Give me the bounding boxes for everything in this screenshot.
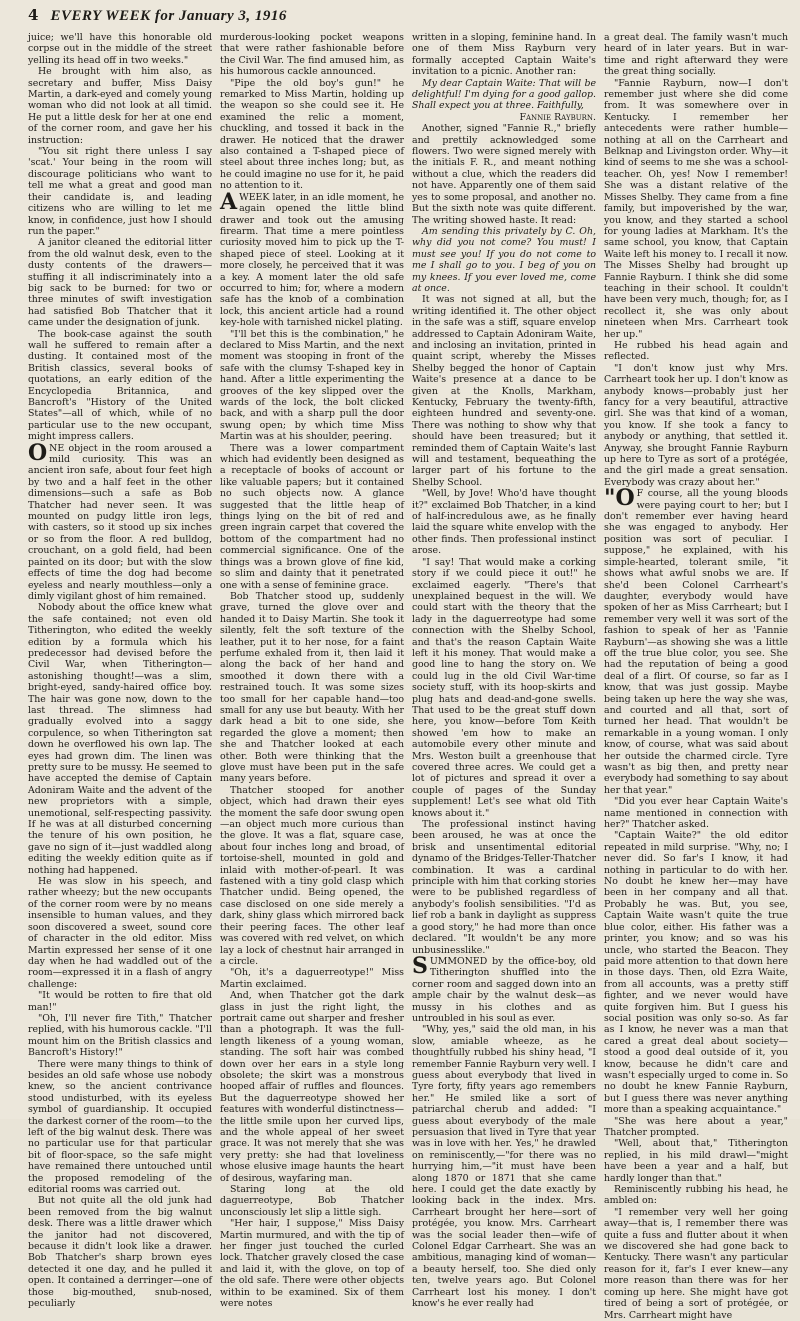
- paragraph: My dear Captain Waite: That will be delightful! I'm dying for a good gallop. Shall expect you at three. Faithfully,: [412, 77, 596, 112]
- paragraph: "Fannie Rayburn, now—I don't remember just where she did come from. It was somewhere over in Kentucky. I remember her antecedents were rather humble—nothing at all on the Carrheart and Belknap and Livingston order. Why—it kind of seems to me she was a school-teacher. Oh, yes! Now I remember! She was a distant relative of the Misses Shelby. They came from a fine family, but impoverished by the war, you know, and they started a school for young ladies at Markham. It's the same school, you know, that Captain Waite left his money to. I recall it now. The Misses Shelby had brought up Fannie Rayburn. I think she did some teaching in their school. It couldn't have been very much, though; for, as I recollect it, she was only about nineteen when Mrs. Carrheart took her up.": [604, 77, 788, 340]
- paragraph: juice; we'll have this honorable old corpse out in the middle of the street yelling its head off in two weeks.": [28, 32, 212, 66]
- page-header: [28, 6, 788, 32]
- paragraph: "Well, about that," Titherington replied, in his mild drawl—"might have been a year and a half, but hardly longer than that.": [604, 1138, 788, 1184]
- text-columns: [28, 32, 788, 1321]
- paragraph: The professional instinct having been aroused, he was at once the brisk and unsentimental editorial dynamo of the Bridges-Teller-Thatcher combination. It was a cardinal principle with him that corking stories were to be published regardless of anybody's foolish sensibilities. "I'd as lief rob a bank in daylight as suppress a good story," he had more than once declared. "It wouldn't be any more unbusinesslike.": [412, 819, 596, 956]
- column-1: [28, 32, 212, 1321]
- paragraph: "Her hair, I suppose," Miss Daisy Martin murmured, and with the tip of her finger just touched the curled lock. Thatcher gravely closed the case and laid it, with the glove, on top of the old safe. There were other objects within to be examined. Six of them were notes: [220, 1218, 404, 1310]
- paragraph: Staring long at the old daguerreotype, Bob Thatcher unconsciously let slip a little sigh.: [220, 1184, 404, 1218]
- paragraph: Fannie Rayburn.: [519, 111, 596, 123]
- paragraph: ONE object in the room aroused a mild curiosity. This was an ancient iron safe, about four feet high by two and a half feet in the other dimensions—such a safe as Bob Thatcher had never seen. It was mounted on pudgy little iron legs, with casters, so it stood up six inches or so from the floor. A red bulldog, crouchant, on a gold field, had been painted on its door; but with the slow effects of time the dog had become eyeless and nearly mouthless—only a dimly vigilant ghost of him remained.: [28, 439, 212, 602]
- column-4: [604, 32, 788, 1321]
- paragraph: a great deal. The family wasn't much heard of in later years. But in war-time and right afterward they were the great thing socially.: [604, 32, 788, 78]
- paragraph: There was a lower compartment which had evidently been designed as a receptacle of books of account or like valuable papers; but it contained no such objects now. A glance suggested that the little heap of things lying on the bit of red and green ingrain carpet that covered the bottom of the compartment had no commercial significance. One of the things was a brown glove of fine kid, so slim and dainty that it penetrated one with a sense of feminine grace.: [220, 442, 404, 591]
- paragraph: "I remember very well her going away—that is, I remember there was quite a fuss and flutter about it when we discovered she had gone back to Kentucky. There wasn't any particular reason for it, far's I ever knew—any more reason than there was for her coming up here. She might have got tired of being a sort of protégée, or Mrs. Carrheart might have: [604, 1206, 788, 1321]
- paragraph: "Oh, it's a daguerreotype!" Miss Martin exclaimed.: [220, 967, 404, 990]
- paragraph: "I'll bet this is the combination," he declared to Miss Martin, and the next moment was stooping in front of the safe with the clumsy T-shaped key in hand. After a little experimenting the grooves of the key slipped over the wards of the lock, the bolt clicked back, and with a sharp pull the door swung open; by which time Miss Martin was at his shoulder, peering.: [220, 328, 404, 443]
- paragraph: Bob Thatcher stood up, suddenly grave, turned the glove over and handed it to Daisy Martin. She took it silently, felt the soft texture of the leather, put it to her nose, for a faint perfume exhaled from it, then laid it along the back of her hand and smoothed it down there with a restrained touch. It was some sizes too small for her capable hand—too small for any use but beauty. With her dark head a bit to one side, she regarded the glove a moment; then she and Thatcher looked at each other. Both were thinking that the glove must have been put in the safe many years before.: [220, 590, 404, 785]
- paragraph: "Pipe the old boy's gun!" he remarked to Miss Martin, holding up the weapon so she could see it. He examined the relic a moment, chuckling, and tossed it back in the drawer. He noticed that the drawer also contained a T-shaped piece of steel about three inches long; but, as he could imagine no use for it, he paid no attention to it.: [220, 77, 404, 192]
- page-number: 4: [28, 6, 39, 24]
- paragraph: "I say! That would make a corking story if we could piece it out!" he exclaimed eagerly. "There's that unexplained bequest in the will. We could start with the theory that the lady in the daguerreotype had some connection with the Shelby School, and that's the reason Captain Waite left it his money. That would make a good line to hang the story on. We could lug in the old Civil War-time society stuff, with its hoop-skirts and plug hats and dead-and-gone swells. That used to be the great stuff down here, you know—before Tom Keith showed 'em how to make an automobile every other minute and Mrs. Weston built a greenhouse that covered three acres. We could get a lot of pictures and spread it over a couple of pages of the Sunday supplement! Let's see what old Tith knows about it.": [412, 556, 596, 819]
- paragraph: Nobody about the office knew what the safe contained; not even old Titherington, who edited the weekly edition by a formula which his predecessor had devised before the Civil War, when Titherington—astonishing thought!—was a slim, bright-eyed, sandy-haired office boy. The hair was gone now, down to the last thread. The slimness had gradually evolved into a saggy corpulence, so when Titherington sat down he overflowed his own lap. The eyes had grown dim. The linen was pretty sure to be mussy. He seemed to have accepted the demise of Captain Adoniram Waite and the advent of the new proprietors with a simple, unemotional, self-respecting passivity. If he was at all disturbed concerning the tenure of his own position, he gave no sign of it—just waddled along editing the weekly edition quite as if nothing had happened.: [28, 602, 212, 876]
- paragraph: "She was here about a year," Thatcher prompted.: [604, 1115, 788, 1138]
- paragraph: It was not signed at all, but the writing identified it. The other object in the safe was a stiff, square envelop addressed to Captain Adoniram Waite, and inclosing an invitation, printed in quaint script, whereby the Misses Shelby begged the honor of Captain Waite's presence at a dance to be given at the Knolls, Markham, Kentucky, February the twenty-fifth, eighteen hundred and seventy-one. There was nothing to show why that should have been treasured; but it reminded them of Captain Waite's last will and testament, bequeathing the larger part of his fortune to the Shelby School.: [412, 294, 596, 488]
- paragraph: "Captain Waite?" the old editor repeated in mild surprise. "Why, no; I never did. So far's I know, it had nothing in particular to do with her. No doubt he knew her—may have been in her company and all that. Probably he was. But, you see, Captain Waite wasn't quite the true blue color, either. His father was a printer, you know; and so was his uncle, who started the Beacon. They paid more attention to that down here in those days. Then, old Ezra Waite, from all accounts, was a pretty stiff fighter, and we never would have quite forgiven him. But I guess his social position was only so-so. As far as I know, he never was a man that cared a great deal about society—stood a good deal outside of it, you know, because he didn't care and wasn't especially urged to come in. So no doubt he knew Fannie Rayburn, but I guess there was never anything more than a speaking acquaintance.": [604, 830, 788, 1116]
- paragraph: AWEEK later, in an idle moment, he again opened the little blind drawer and took out the amusing firearm. That time a mere pointless curiosity moved him to pick up the T-shaped piece of steel. Looking at it more closely, he perceived that it was a key. A moment later the old safe occurred to him; for, where a modern safe has the knob of a combination lock, this ancient article had a round key-hole with tarnished nickel plating.: [220, 188, 404, 329]
- paragraph: written in a sloping, feminine hand. In one of them Miss Rayburn very formally accepted Captain Waite's invitation to a picnic. Another ran:: [412, 32, 596, 78]
- paragraph: A janitor cleaned the editorial litter from the old walnut desk, even to the dusty contents of the drawers—stuffing it all indiscriminately into a big sack to be burned: for two or three minutes of swift investigation had satisfied Bob Thatcher that it came under the designation of junk.: [28, 237, 212, 329]
- column-3: [412, 32, 596, 1321]
- column-2: [220, 32, 404, 1321]
- paragraph: "Did you ever hear Captain Waite's name mentioned in connection with her?" Thatcher asked.: [604, 796, 788, 831]
- paragraph: He was slow in his speech, and rather wheezy; but the new occupants of the corner room were by no means insensible to human values, and they soon discovered a sweet, sound core of character in the old editor. Miss Martin expressed her sense of it one day when he had waddled out of the room—expressed it in a flash of angry challenge:: [28, 876, 212, 990]
- paragraph: Reminiscently rubbing his head, he ambled on:: [604, 1184, 788, 1207]
- paragraph: "You sit right there unless I say 'scat.' Your being in the room will discourage politicians who want to tell me what a great and good man their candidate is, and leading citizens who are willing to let me know, in confidence, just how I should run the paper.": [28, 146, 212, 237]
- paragraph: "It would be rotten to fire that old man!": [28, 990, 212, 1013]
- paragraph: "I don't know just why Mrs. Carrheart took her up. I don't know as anybody knows—probably just her fancy for a very beautiful, attractive girl. She was that kind of a woman, you know. If she took a fancy to anybody or anything, that settled it. Anyway, she brought Fannie Rayburn up here to Tyre as sort of a protégée, and the girl made a great sensation. Everybody was crazy about her.": [604, 362, 788, 488]
- paragraph: "Oh, I'll never fire Tith," Thatcher replied, with his humorous cackle. "I'll mount him on the British classics and Bancroft's History!": [28, 1012, 212, 1059]
- paragraph: But not quite all the old junk had been removed from the big walnut desk. There was a little drawer which the janitor had not discovered, because it didn't look like a drawer. Bob Thatcher's sharp brown eyes detected it one day, and he pulled it open. It contained a derringer—one of those big-mouthed, snub-nosed, peculiarly: [28, 1195, 212, 1310]
- paragraph: "Why, yes," said the old man, in his slow, amiable wheeze, as he thoughtfully rubbed his shiny head, "I remember Fannie Rayburn very well. I guess about everybody that lived in Tyre forty, fifty years ago remembers her." He smiled like a sort of patriarchal cherub and added: "I guess about everybody of the male persuasion that lived in Tyre that year was in love with her. Yes," he drawled on reminiscently,—"for there was no hurrying him,—"it must have been along 1870 or 1871 that she came here. I could get the date exactly by looking back in the index. Mrs. Carrheart brought her here—sort of protégée, you know. Mrs. Carrheart was the social leader then—wife of Colonel Edgar Carrheart. She was an ambitious, managing kind of woman—a beauty herself, too. She died only ten, twelve years ago. But Colonel Carrheart lost his money. I don't know's he ever really had: [412, 1024, 596, 1310]
- paragraph: Thatcher stooped for another object, which had drawn their eyes the moment the safe door swung open—an object much more curious than the glove. It was a flat, square case, about four inches long and broad, of tortoise-shell, mounted in gold and inlaid with mother-of-pearl. It was fastened with a tiny gold clasp which Thatcher undid. Being opened, the case disclosed on one side merely a dark, shiny glass which mirrored back their peering faces. The other leaf was covered with red velvet, on which lay a lock of chestnut hair arranged in a circle.: [220, 784, 404, 967]
- paragraph: And, when Thatcher got the dark glass in just the right light, the portrait came out sharper and fresher than a photograph. It was the full-length likeness of a young woman, standing. The soft hair was combed down over her ears in a style long obsolete; the skirt was a monstrous hooped affair of ruffles and flounces. But the daguerreotype showed her features with wonderful distinctness—the little smile upon her curved lips, and the whole appeal of her sweet grace. It was not merely that she was very pretty: she had that loveliness whose elusive image haunts the heart of desirous, wayfaring man.: [220, 990, 404, 1184]
- paragraph: He rubbed his head again and reflected.: [604, 339, 788, 363]
- paragraph: He brought with him also, as secretary and buffer, Miss Daisy Martin, a dark-eyed and comely young woman who did not look at all timid. He put a little desk for her at one end of the corner room, and gave her his instruction:: [28, 66, 212, 146]
- paragraph: "OF course, all the young bloods were paying court to her; but I don't remember ever having heard she was engaged to anybody. Her position was sort of peculiar. I suppose," he explained, with his simple-hearted, tolerant smile, "it shows what awful snobs we are. If she'd been Colonel Carrheart's daughter, everybody would have spoken of her as Miss Carrheart; but I remember very well it was sort of the fashion to speak of her as 'Fannie Rayburn'—as showing she was a little off the true blue color, you see. She had the reputation of being a good deal of a flirt. Of course, so far as I know, that was just gossip. Maybe being taken up here the way she was, and courted and all that, sort of turned her head. That wouldn't be remarkable in a young woman. I only know, of course, what was said about her outside the charmed circle. Tyre wasn't as big then, and pretty near everybody had something to say about her that year.": [604, 485, 788, 796]
- paragraph: There were many things to think of besides an old safe whose use nobody knew, so the ancient contrivance stood undisturbed, with its eyeless symbol of guardianship. It occupied the darkest corner of the room—to the left of the big walnut desk. There was no particular use for that particular bit of floor-space, so the safe might have remained there untouched until the proposed remodeling of the editorial rooms was carried out.: [28, 1058, 212, 1196]
- paragraph: murderous-looking pocket weapons that were rather fashionable before the Civil War. The find amused him, as his humorous cackle announced.: [220, 32, 404, 78]
- paragraph: "Well, by Jove! Who'd have thought it?" exclaimed Bob Thatcher, in a kind of half-incredulous awe, as he finally laid the square white envelop with the other finds. Then professional instinct arose.: [412, 488, 596, 557]
- paragraph: The book-case against the south wall he suffered to remain after a dusting. It contained most of the British classics, several books of quotations, an early edition of the Encyclopedia Britannica, and Bancroft's "History of the United States"—all of which, while of no particular use to the new occupant, might impress callers.: [28, 328, 212, 443]
- paragraph: SUMMONED by the office-boy, old Titherington shuffled into the corner room and sagged down into an ample chair by the walnut desk—as mussy in his clothes and as untroubled in his soul as ever.: [412, 952, 596, 1024]
- paragraph: Another, signed "Fannie R.," briefly and prettily acknowledged some flowers. Two were signed merely with the initials F. R., and meant nothing without a clue, which the readers did not have. Apparently one of them said yes to some proposal, and another no. But the sixth note was quite different. The writing showed haste. It read:: [412, 123, 596, 226]
- paragraph: Am sending this privately by C. Oh, why did you not come? You must! I must see you! If you do not come to me I shall go to you. I beg of you on my knees. If you ever loved me, come at once.: [412, 225, 596, 294]
- running-head: EVERY WEEK for January 3, 1916: [50, 8, 287, 24]
